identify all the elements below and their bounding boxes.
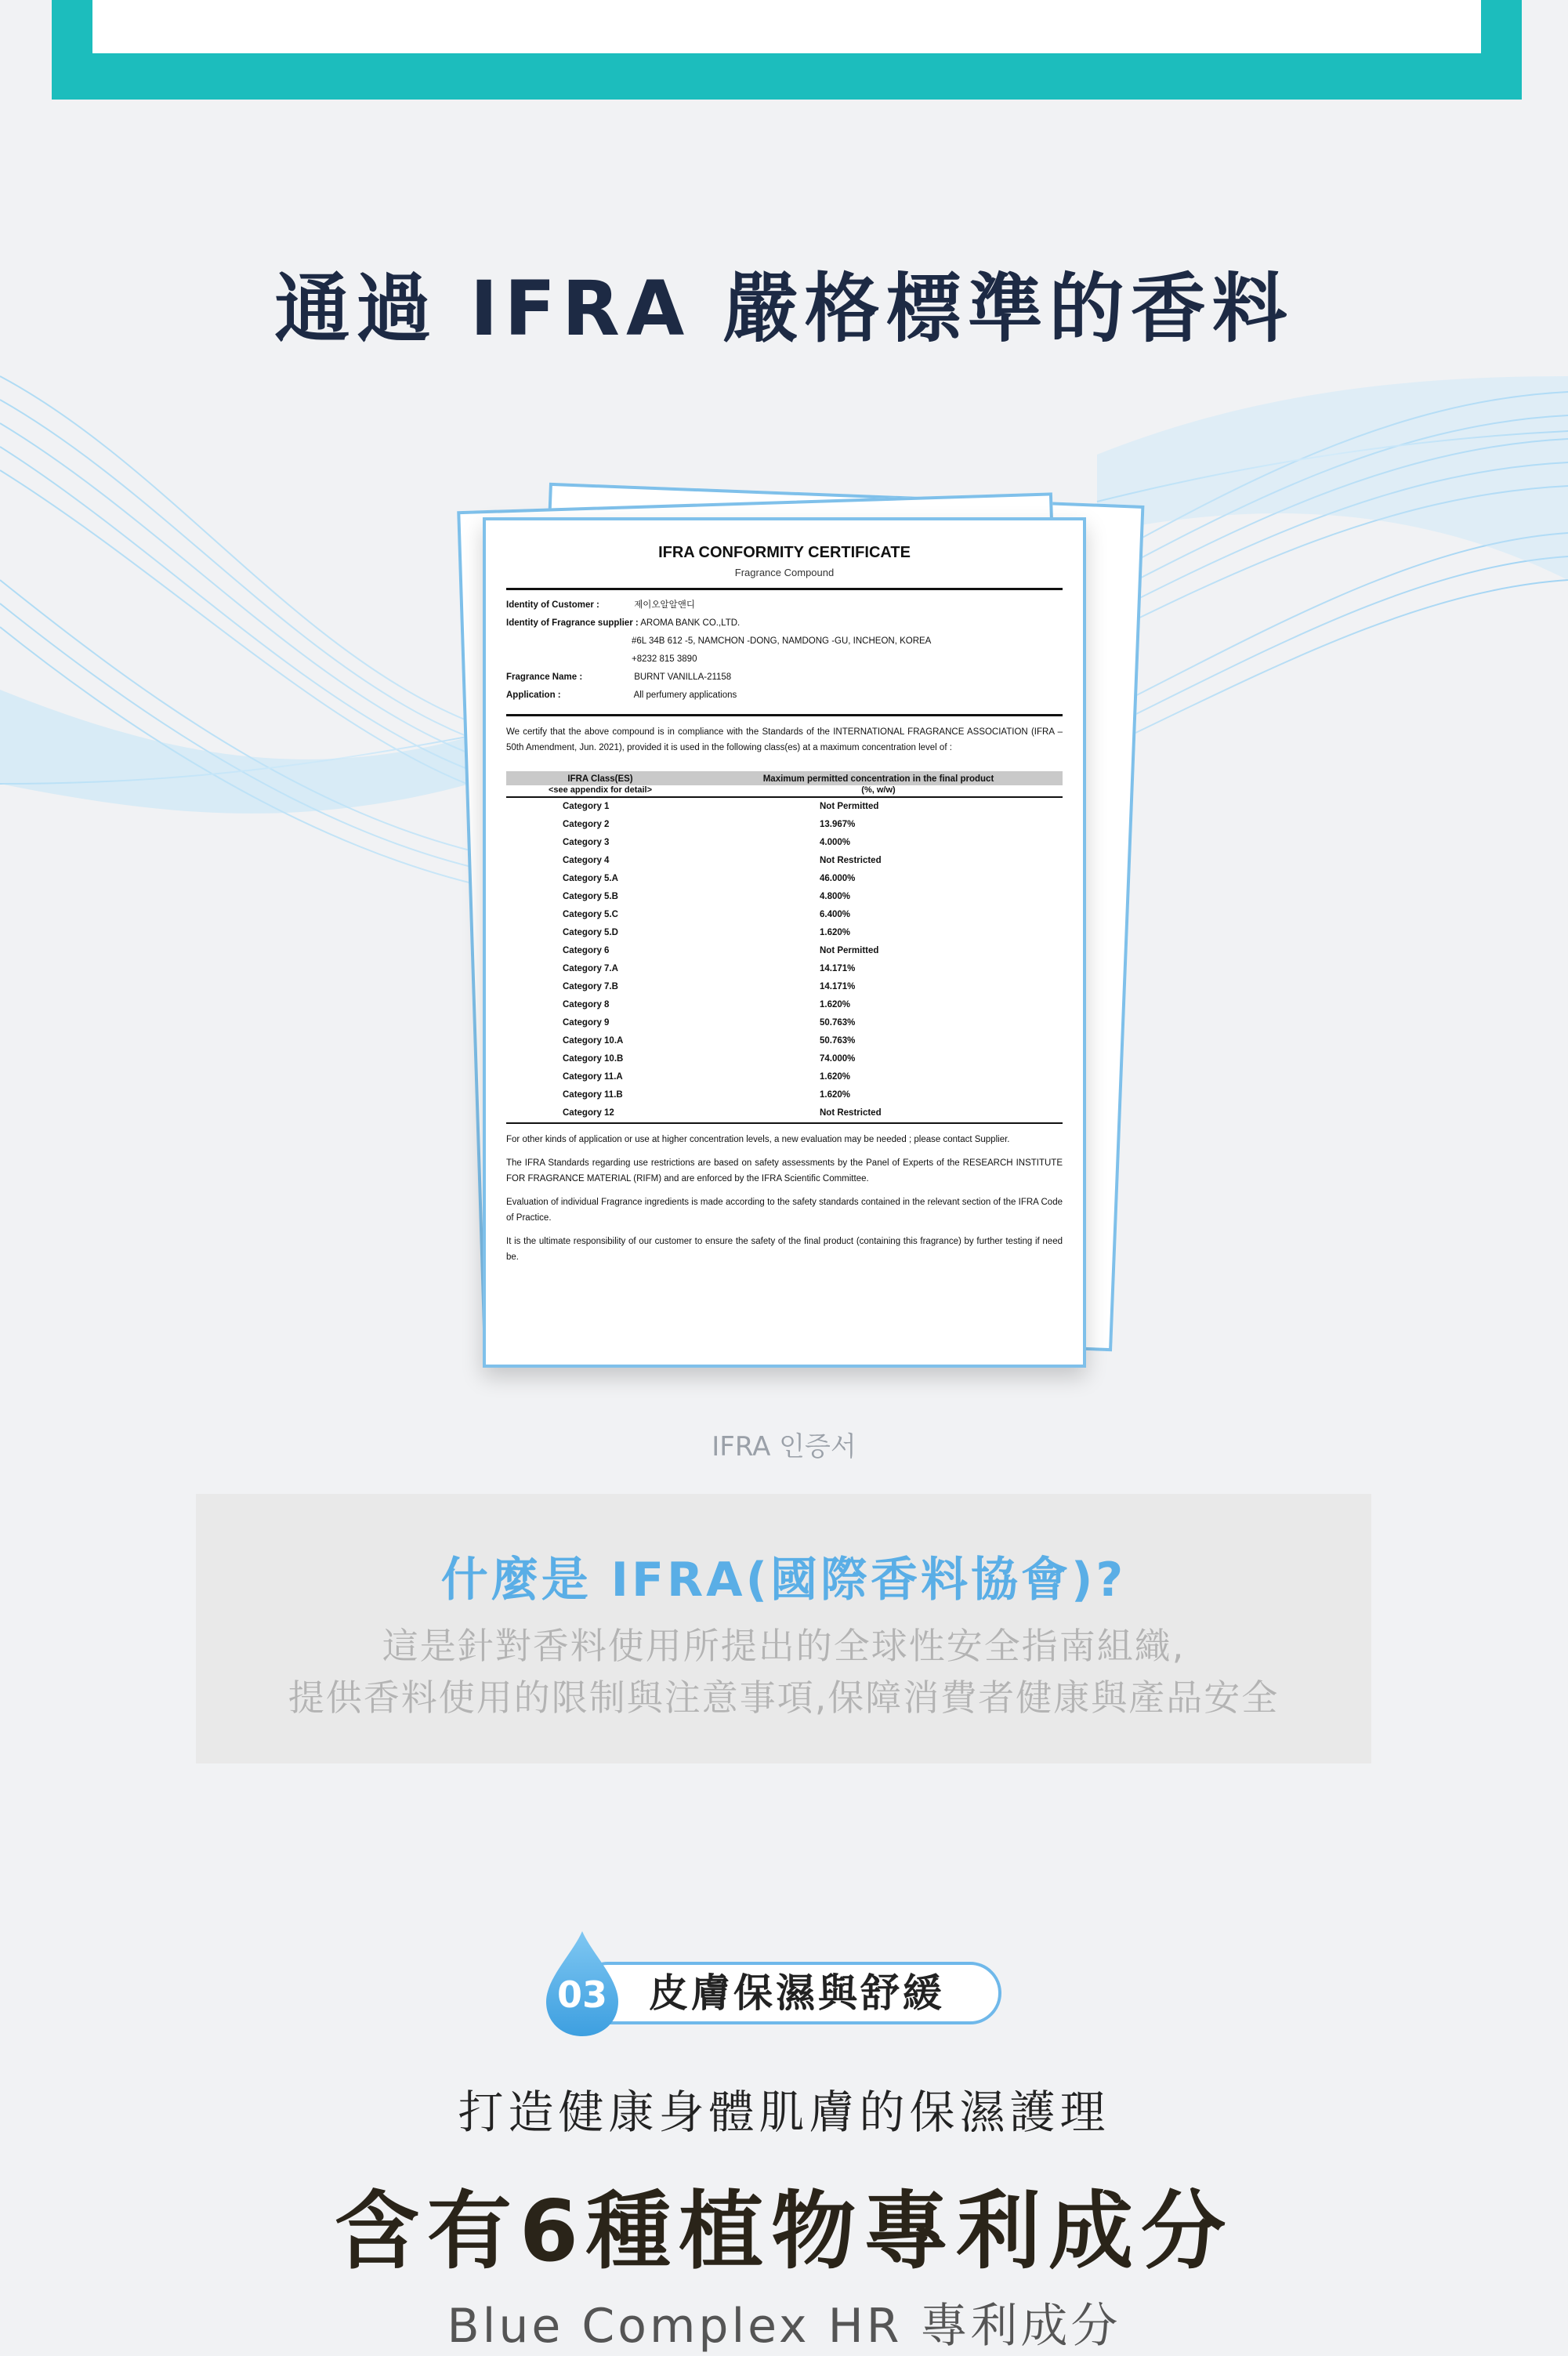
table-row [506, 942, 1063, 960]
category-value: 1.620% [820, 928, 851, 937]
table-row [506, 870, 1063, 888]
table-header [506, 771, 1063, 785]
col-max-subheader: (%, w/w) [861, 785, 896, 795]
certificate-note: The IFRA Standards regarding use restrictions are based on safety assessments by the Panel of Experts of the RESEARCH INSTITUTE FOR FRAGRANCE MATERIAL (RIFM) and are enforced by the IFRA Scientific Committee. [506, 1158, 1063, 1183]
section-headline: 含有6種植物專利成分 [334, 2183, 1234, 2281]
category-name: Category 11.B [563, 1090, 623, 1100]
table-row [506, 1086, 1063, 1104]
fragrance-value: BURNT VANILLA-21158 [634, 672, 732, 682]
col-class-subheader: <see appendix for detail> [548, 785, 653, 795]
supplier-address: #6L 34B 612 -5, NAMCHON -DONG, NAMDONG -GU, INCHEON, KOREA [632, 636, 932, 646]
category-name: Category 10.B [563, 1054, 624, 1064]
section-badge [577, 1962, 1001, 2024]
certificate-note: Evaluation of individual Fragrance ingredients is made according to the safety standards contained in the relevant section of the IFRA Code of Practice. [506, 1198, 1063, 1223]
category-name: Category 5.A [563, 874, 618, 883]
table-row [506, 888, 1063, 906]
certify-statement: We certify that the above compound is in compliance with the Standards of the INTERNATIONAL FRAGRANCE ASSOCIATION (IFRA – 50th Amendment, Jun. 2021), provided it is used in the following class(es) at a maximum concentration level of : [506, 727, 1063, 752]
page-heading: 通過 IFRA 嚴格標準的香料 [274, 265, 1294, 353]
col-class-header: IFRA Class(ES) [567, 774, 633, 784]
table-row [506, 924, 1063, 942]
category-value: 1.620% [820, 1000, 851, 1009]
section-number: 03 [556, 1974, 607, 2016]
col-max-header: Maximum permitted concentration in the final product [762, 774, 994, 784]
customer-row [506, 596, 1063, 614]
supplier-value: AROMA BANK CO.,LTD. [640, 618, 741, 628]
certificate-subtitle: Fragrance Compound [734, 567, 835, 578]
category-name: Category 6 [563, 946, 610, 955]
table-row [506, 1104, 1063, 1122]
table-row [506, 996, 1063, 1014]
category-value: 4.000% [820, 838, 851, 847]
category-value: 46.000% [820, 874, 856, 883]
divider [506, 714, 1063, 716]
category-name: Category 8 [563, 1000, 610, 1009]
table-row [506, 1068, 1063, 1086]
category-name: Category 11.A [563, 1072, 623, 1082]
category-name: Category 10.A [563, 1036, 624, 1046]
table-row [506, 834, 1063, 852]
application-value: All perfumery applications [633, 690, 737, 700]
category-name: Category 12 [563, 1108, 614, 1118]
certificate-caption: IFRA 인증서 [712, 1431, 856, 1463]
certificate-title: IFRA CONFORMITY CERTIFICATE [658, 544, 911, 561]
category-name: Category 2 [563, 820, 610, 829]
fragrance-row [506, 669, 1063, 687]
section-subtitle: 打造健康身體肌膚的保濕護理 [458, 2086, 1110, 2139]
category-value: Not Restricted [820, 1108, 882, 1118]
category-table [506, 798, 1063, 1122]
category-value: 14.171% [820, 982, 856, 991]
fragrance-label: Fragrance Name : [506, 672, 583, 682]
table-row [506, 960, 1063, 978]
ifra-info-box [196, 1494, 1371, 1763]
table-row [506, 1050, 1063, 1068]
category-name: Category 5.B [563, 892, 618, 901]
customer-label: Identity of Customer : [506, 600, 599, 610]
category-value: 74.000% [820, 1054, 856, 1064]
category-value: 50.763% [820, 1018, 856, 1028]
category-value: Not Permitted [820, 946, 879, 955]
category-value: Not Permitted [820, 802, 879, 811]
table-row [506, 1032, 1063, 1050]
certificate-front-sheet [483, 517, 1086, 1368]
section-label: 皮膚保濕與舒緩 [649, 1970, 945, 2016]
customer-value: 제이오알알앤디 [634, 600, 695, 610]
certificate-image [454, 478, 1144, 1403]
category-name: Category 5.C [563, 910, 618, 919]
category-value: 6.400% [820, 910, 851, 919]
category-value: Not Restricted [820, 856, 882, 865]
supplier-phone: +8232 815 3890 [632, 654, 697, 664]
category-name: Category 7.A [563, 964, 618, 973]
category-value: 4.800% [820, 892, 851, 901]
table-row [506, 798, 1063, 816]
table-subheader [506, 785, 1063, 798]
supplier-label: Identity of Fragrance supplier : [506, 618, 639, 628]
certificate-note: It is the ultimate responsibility of our customer to ensure the safety of the final product (containing this fragrance) by further testing if need be. [506, 1237, 1063, 1262]
table-row [506, 1014, 1063, 1032]
table-row [506, 852, 1063, 870]
top-frame-inner [92, 0, 1481, 53]
section-tagline: Blue Complex HR 專利成分 [447, 2299, 1121, 2354]
category-value: 50.763% [820, 1036, 856, 1046]
divider [506, 588, 1063, 590]
table-row [506, 816, 1063, 834]
application-label: Application : [506, 690, 561, 700]
category-value: 14.171% [820, 964, 856, 973]
info-line: 這是針對香料使用所提出的全球性安全指南組織, [382, 1625, 1186, 1667]
table-row [506, 978, 1063, 996]
info-line: 提供香料使用的限制與注意事項,保障消費者健康與產品安全 [288, 1676, 1280, 1719]
supplier-row [506, 614, 1063, 632]
application-row [506, 687, 1063, 705]
top-frame [52, 0, 1522, 100]
divider [506, 1122, 1063, 1124]
table-row [506, 906, 1063, 924]
category-name: Category 4 [563, 856, 610, 865]
certificate-note: For other kinds of application or use at higher concentration levels, a new evaluation may be needed ; please contact Supplier. [506, 1135, 1010, 1144]
category-value: 1.620% [820, 1090, 851, 1100]
category-name: Category 5.D [563, 928, 618, 937]
category-value: 13.967% [820, 820, 856, 829]
info-title: 什麼是 IFRA(國際香料協會)? [440, 1553, 1127, 1608]
category-name: Category 3 [563, 838, 610, 847]
category-name: Category 7.B [563, 982, 618, 991]
category-name: Category 9 [563, 1018, 610, 1028]
category-value: 1.620% [820, 1072, 851, 1082]
category-name: Category 1 [563, 802, 610, 811]
